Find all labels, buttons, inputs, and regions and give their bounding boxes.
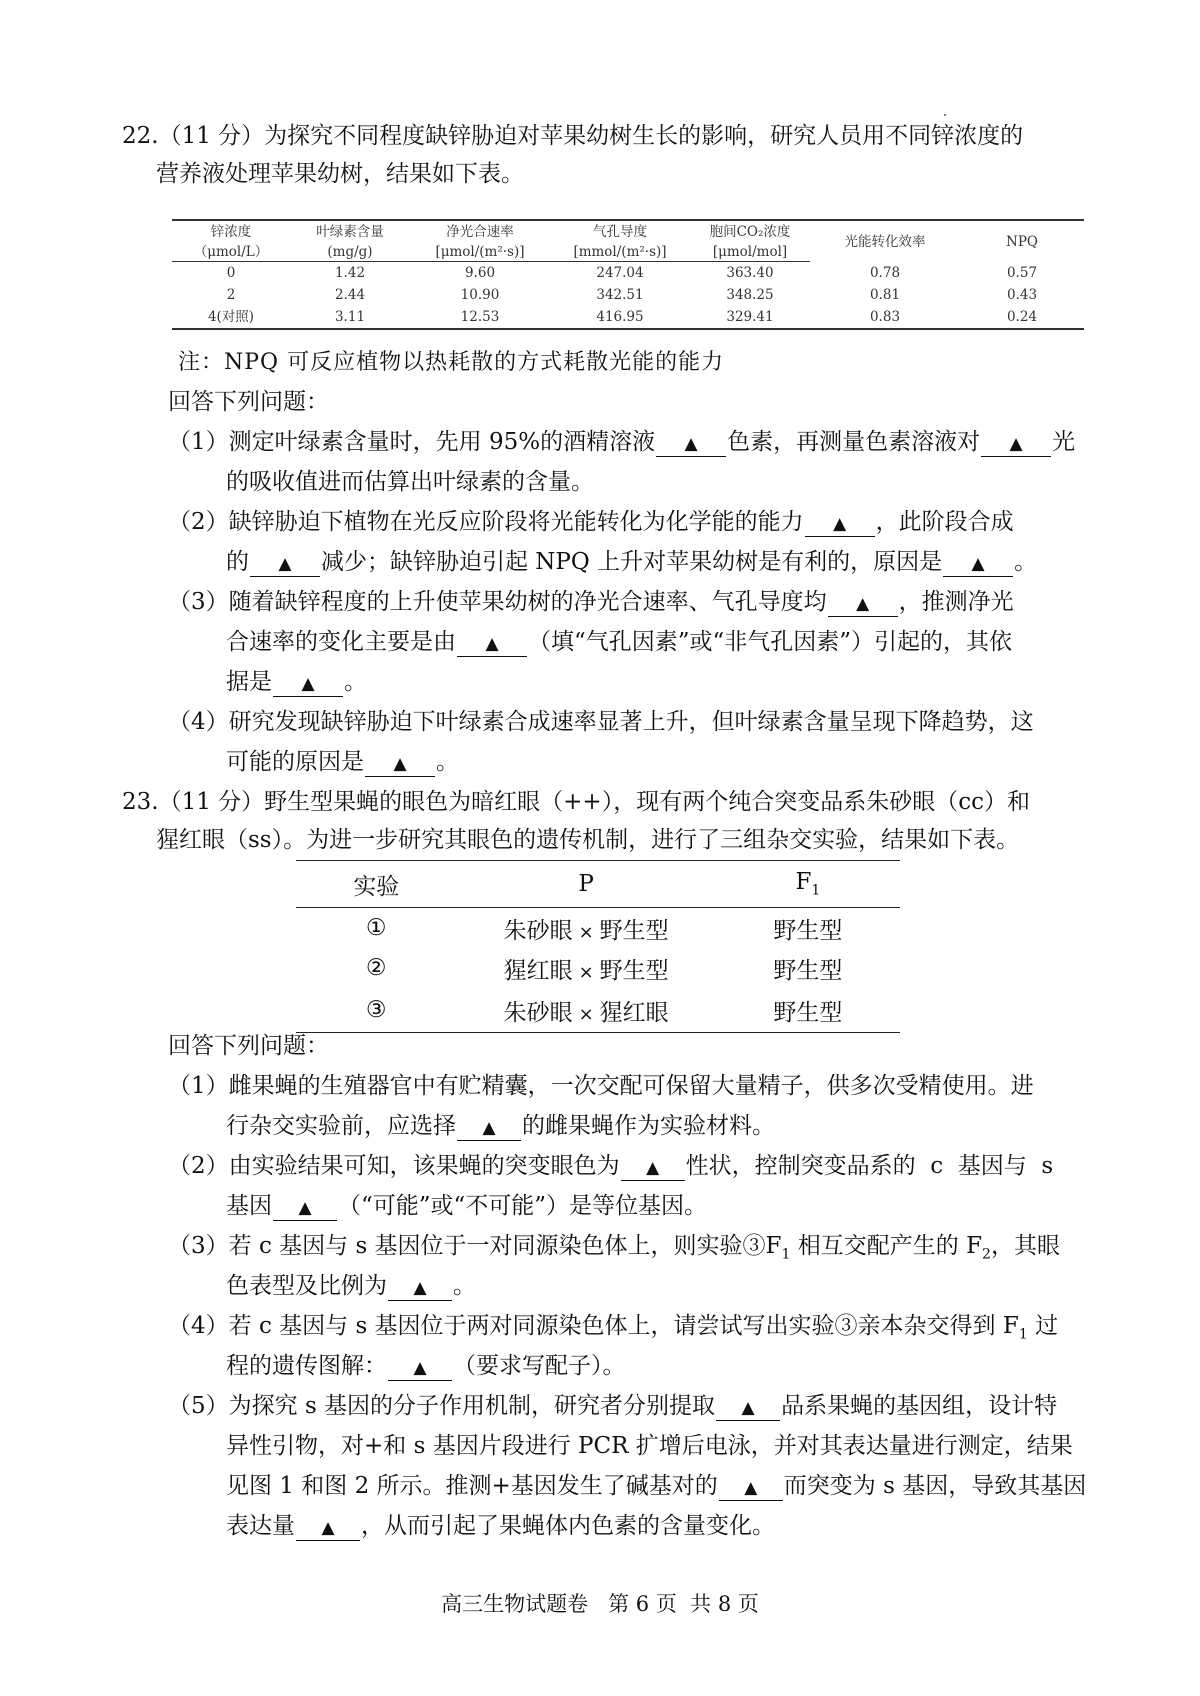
answer-blank[interactable] <box>719 1474 783 1501</box>
table-row <box>172 306 1084 329</box>
answer-blank[interactable] <box>250 550 320 577</box>
speck-dot <box>944 114 946 116</box>
answer-blank[interactable] <box>621 1154 685 1181</box>
triangle-icon: ▲ <box>833 514 847 534</box>
cross-experiment-table <box>296 860 900 1033</box>
text: 。 <box>436 749 459 775</box>
text: 野生型 <box>599 917 669 944</box>
text: 表达量 <box>226 1513 295 1539</box>
cell: 0.24 <box>960 306 1084 329</box>
q23-sub4-line1 <box>168 1310 1058 1351</box>
cell: 0.83 <box>810 306 960 329</box>
cell: 0.81 <box>869 287 901 303</box>
text: 色表型及比例为 <box>226 1273 387 1299</box>
q22-intro-line1: 22.（11 分）为探究不同程度缺锌胁迫对苹果幼树生长的影响，研究人员用不同锌浓度的 <box>122 123 1024 149</box>
cross-icon: × <box>578 961 594 983</box>
answer-blank[interactable] <box>805 510 875 537</box>
text: 朱砂眼 <box>503 999 573 1026</box>
page-footer: 高三生物试题卷 第 6 页 共 8 页 <box>441 1592 759 1616</box>
table-row <box>296 948 900 988</box>
text: （要求写配子）。 <box>453 1353 626 1379</box>
zinc-stress-table <box>172 219 1084 330</box>
text: 朱砂眼 <box>503 917 573 944</box>
cell: 10.90 <box>460 287 500 303</box>
text: （1）测定叶绿素含量时，先用 95%的酒精溶液 <box>168 429 656 455</box>
q23-sub3-line1 <box>168 1230 1060 1271</box>
q23-sub5-line1 <box>168 1390 1057 1422</box>
cell: ③ <box>296 988 456 1033</box>
text: ，推测净光 <box>898 589 1014 615</box>
cell: 3.11 <box>290 306 410 329</box>
text: ，从而引起了果蝇体内色素的含量变化。 <box>361 1513 775 1539</box>
table-row <box>296 988 900 1033</box>
text: 。 <box>1014 549 1038 575</box>
q22-sub3-line3 <box>226 666 367 698</box>
text: （“可能”或“不可能”）是等位基因。 <box>338 1193 708 1219</box>
triangle-icon: ▲ <box>684 434 698 454</box>
answer-blank[interactable] <box>388 1354 452 1381</box>
text: 光 <box>1052 429 1076 455</box>
cell: 348.25 <box>726 287 774 303</box>
q23-sub4-line2 <box>226 1350 626 1382</box>
q23-sub5-line2: 异性引物，对+和 s 基因片段进行 PCR 扩增后电泳，并对其表达量进行测定，结果 <box>226 1433 1073 1459</box>
text: 程的遗传图解： <box>226 1353 387 1379</box>
unit-intercellular-co2: [μmol/mol] <box>690 241 810 262</box>
header-net-photosynthesis: 净光合速率 <box>410 220 550 241</box>
cell: 野生型 <box>773 917 843 944</box>
cell: 野生型 <box>716 988 900 1033</box>
q22-sub1-line1 <box>168 426 1075 458</box>
triangle-icon: ▲ <box>741 1398 755 1418</box>
q23-sub1-line1: （1）雌果蝇的生殖器官中有贮精囊，一次交配可保留大量精子，供多次受精使用。进 <box>168 1073 1034 1099</box>
q22-sub3-line2 <box>226 626 1012 658</box>
text: （2）缺锌胁迫下植物在光反应阶段将光能转化为化学能的能力 <box>168 509 804 535</box>
text: 相互交配产生的 F <box>790 1233 983 1259</box>
subscript: 1 <box>1018 1326 1028 1343</box>
q23-sub3-line2 <box>226 1270 476 1302</box>
cell <box>456 988 715 1033</box>
text: 性状，控制突变品系的 c 基因与 s <box>685 1153 1054 1179</box>
header-parents: P <box>456 861 715 908</box>
cell: 363.40 <box>726 265 774 281</box>
q23-intro-line2: 猩红眼（ss）。为进一步研究其眼色的遗传机制，进行了三组杂交实验，结果如下表。 <box>156 827 1020 853</box>
q23-prompt: 回答下列问题： <box>168 1033 329 1059</box>
cross-icon: × <box>578 1003 594 1025</box>
answer-blank[interactable] <box>716 1394 780 1421</box>
answer-blank[interactable] <box>656 430 726 457</box>
triangle-icon: ▲ <box>744 1478 758 1498</box>
q22-sub4-line2 <box>226 746 459 778</box>
text: 野生型 <box>599 957 669 984</box>
text: 而突变为 s 基因，导致其基因 <box>783 1473 1087 1499</box>
q22-sub4-line1: （4）研究发现缺锌胁迫下叶绿素合成速率显著上升，但叶绿素含量呈现下降趋势，这 <box>168 709 1034 735</box>
text: 色素，再测量色素溶液对 <box>727 429 981 455</box>
table-row <box>296 908 900 949</box>
text: 见图 1 和图 2 所示。推测+基因发生了碱基对的 <box>226 1473 718 1499</box>
table-row <box>172 262 1084 285</box>
triangle-icon: ▲ <box>485 634 499 654</box>
cell: 2 <box>226 287 236 303</box>
q22-prompt: 回答下列问题： <box>168 389 329 415</box>
text: 的 <box>226 549 249 575</box>
answer-blank[interactable] <box>457 1114 521 1141</box>
unit-zinc-conc: （μmol/L） <box>172 241 290 262</box>
triangle-icon: ▲ <box>321 1518 335 1538</box>
q23-sub1-line2 <box>226 1110 775 1142</box>
header-stomatal-conductance: 气孔导度 <box>550 220 690 241</box>
triangle-icon: ▲ <box>393 754 407 774</box>
cell: 12.53 <box>410 306 550 329</box>
text: ，其眼 <box>990 1233 1060 1259</box>
text: （3）随着缺锌程度的上升使苹果幼树的净光合速率、气孔导度均 <box>168 589 827 615</box>
cell <box>456 948 715 988</box>
subscript: 2 <box>982 1246 991 1263</box>
unit-chlorophyll: (mg/g) <box>290 241 410 262</box>
cell: ① <box>365 915 387 941</box>
header-chlorophyll: 叶绿素含量 <box>290 220 410 241</box>
q23-sub2-line1 <box>168 1150 1053 1182</box>
triangle-icon: ▲ <box>856 594 870 614</box>
table-note: 注：NPQ 可反应植物以热耗散的方式耗散光能的能力 <box>178 350 725 375</box>
text: 据是 <box>226 669 272 695</box>
q22-sub1-line2: 的吸收值进而估算出叶绿素的含量。 <box>226 469 594 495</box>
subscript: 1 <box>781 1246 791 1263</box>
header-zinc-conc: 锌浓度 <box>172 220 290 241</box>
text: 行杂交实验前，应选择 <box>226 1113 456 1139</box>
q22-sub2-line1 <box>168 506 1014 538</box>
q23-intro-line1: 23.（11 分）野生型果蝇的眼色为暗红眼（++），现有两个纯合突变品系朱砂眼（cc）和 <box>122 789 1030 815</box>
q23-sub2-line2 <box>226 1190 707 1222</box>
header-intercellular-co2: 胞间CO₂浓度 <box>690 220 810 241</box>
triangle-icon: ▲ <box>971 554 985 574</box>
cross-icon: × <box>578 921 594 943</box>
text: 的雌果蝇作为实验材料。 <box>522 1113 775 1139</box>
cell: 247.04 <box>596 265 644 281</box>
cell: 野生型 <box>773 957 843 984</box>
cell: 4(对照) <box>172 306 290 329</box>
cell: 0 <box>226 265 236 281</box>
cell: ② <box>365 955 387 981</box>
text: （3）若 c 基因与 s 基因位于一对同源染色体上，则实验③F <box>168 1233 782 1259</box>
table-row <box>172 284 1084 306</box>
cell: 0.57 <box>1006 264 1038 281</box>
answer-blank[interactable] <box>828 590 898 617</box>
text: 可能的原因是 <box>226 749 364 775</box>
triangle-icon: ▲ <box>301 674 315 694</box>
triangle-icon: ▲ <box>482 1118 496 1138</box>
triangle-icon: ▲ <box>298 1198 312 1218</box>
text: 品系果蝇的基因组，设计特 <box>781 1393 1058 1419</box>
text: （2）由实验结果可知，该果蝇的突变眼色为 <box>168 1153 620 1179</box>
text: （4）若 c 基因与 s 基因位于两对同源染色体上，请尝试写出实验③亲本杂交得到 F <box>168 1313 1019 1339</box>
triangle-icon: ▲ <box>413 1358 427 1378</box>
header-experiment: 实验 <box>296 861 456 908</box>
answer-blank[interactable] <box>273 670 343 697</box>
answer-blank[interactable] <box>365 750 435 777</box>
text: 猩红眼 <box>599 999 669 1026</box>
text: 合速率的变化主要是由 <box>226 629 456 655</box>
cell: 9.60 <box>464 265 496 281</box>
text: 过 <box>1027 1313 1059 1339</box>
header-f1 <box>716 861 900 908</box>
text: （5）为探究 s 基因的分子作用机制，研究者分别提取 <box>168 1393 716 1419</box>
q22-sub3-line1 <box>168 586 1014 618</box>
text: 。 <box>453 1273 476 1299</box>
text: 猩红眼 <box>503 957 573 984</box>
text: F <box>795 869 812 896</box>
text: 。 <box>344 669 367 695</box>
subscript: 1 <box>811 882 821 899</box>
text: （填“气孔因素”或“非气孔因素”）引起的，其依 <box>528 629 1013 655</box>
cell: 1.42 <box>334 265 366 281</box>
triangle-icon: ▲ <box>646 1158 660 1178</box>
answer-blank[interactable] <box>981 430 1051 457</box>
unit-net-photosynthesis: [μmol/(m²·s)] <box>410 241 550 262</box>
header-conversion-efficiency: 光能转化效率 <box>810 220 960 262</box>
q22-intro-line2: 营养液处理苹果幼树，结果如下表。 <box>156 161 524 187</box>
cell: 342.51 <box>596 287 644 303</box>
cell: 2.44 <box>334 287 366 303</box>
cell: 0.78 <box>869 264 901 281</box>
text: 基因 <box>226 1193 272 1219</box>
q23-sub5-line4 <box>226 1510 775 1542</box>
text: 减少；缺锌胁迫引起 NPQ 上升对苹果幼树是有利的，原因是 <box>321 549 943 575</box>
unit-stomatal-conductance: [mmol/(m²·s)] <box>550 241 690 262</box>
q22-sub2-line2 <box>226 546 1037 578</box>
answer-blank[interactable] <box>457 630 527 657</box>
cell <box>456 908 715 949</box>
cell: 329.41 <box>690 306 810 329</box>
answer-blank[interactable] <box>273 1194 337 1221</box>
answer-blank[interactable] <box>388 1274 452 1301</box>
cell: 0.43 <box>1006 287 1038 303</box>
q23-sub5-line3 <box>226 1470 1086 1502</box>
answer-blank[interactable] <box>296 1514 360 1541</box>
cell: 416.95 <box>550 306 690 329</box>
answer-blank[interactable] <box>943 550 1013 577</box>
triangle-icon: ▲ <box>1009 434 1023 454</box>
triangle-icon: ▲ <box>413 1278 427 1298</box>
triangle-icon: ▲ <box>278 554 292 574</box>
text: ，此阶段合成 <box>875 509 1014 535</box>
header-npq: NPQ <box>960 220 1084 262</box>
